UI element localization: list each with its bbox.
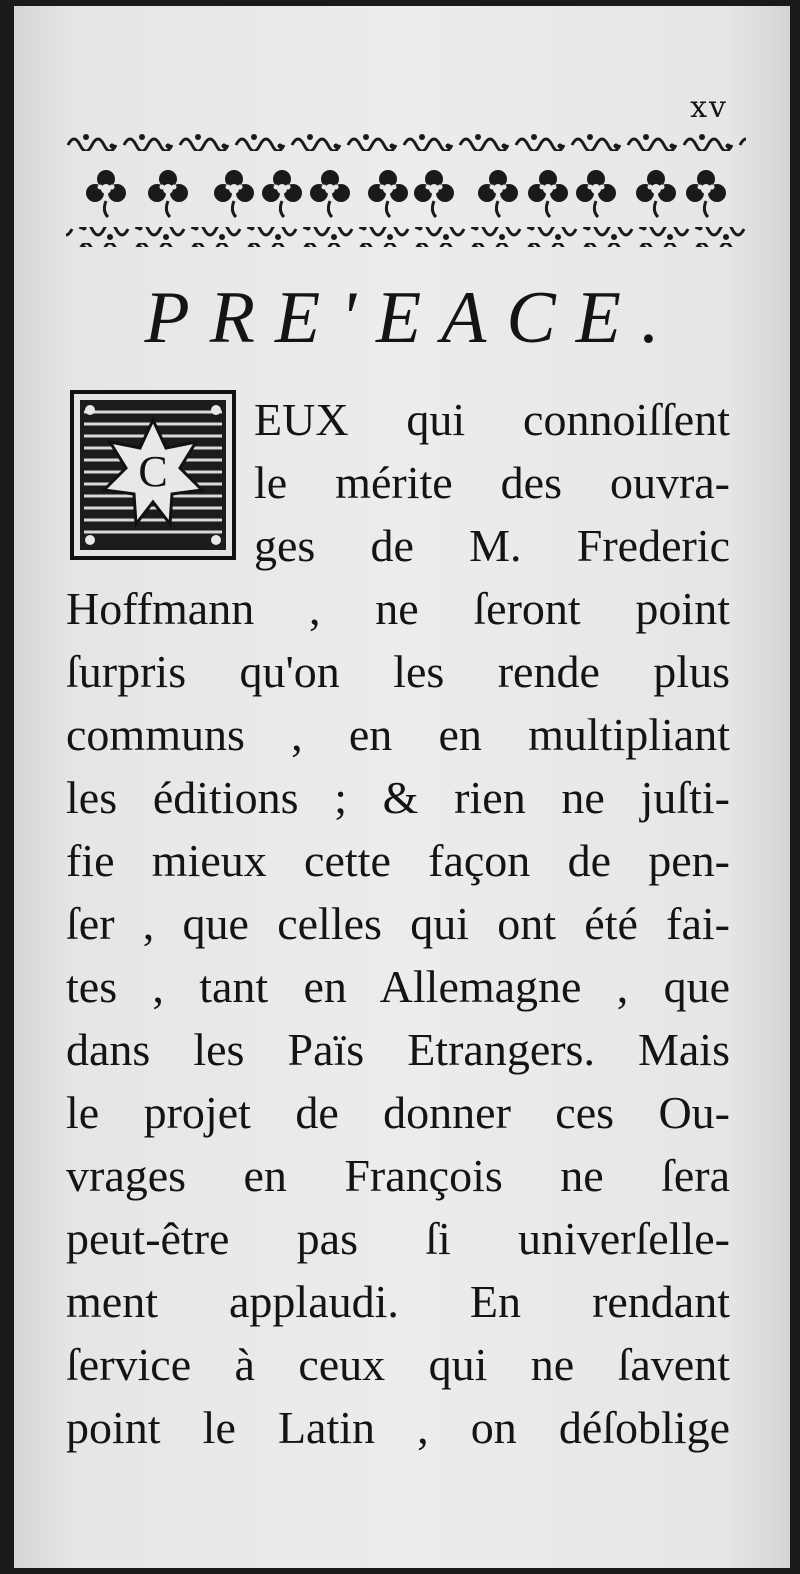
text-line: le mérite des ouvra- — [254, 457, 730, 508]
book-page — [14, 6, 790, 1568]
text-line: tes , tant en Allemagne , que — [66, 961, 730, 1012]
page-number: xv — [690, 90, 728, 125]
text-line: Hoffmann , ne ſeront point — [66, 583, 730, 634]
text-line: vrages en François ne ſera — [66, 1150, 730, 1201]
text-line: EUX qui connoiſſent — [254, 394, 730, 445]
text-line: fie mieux cette façon de pen- — [66, 835, 730, 886]
decorative-headpiece — [66, 131, 746, 249]
page-title: PRE'EACE. — [144, 277, 680, 359]
text-line: les éditions ; & rien ne juſti- — [66, 772, 730, 823]
text-line: dans les Païs Etrangers. Mais — [66, 1024, 730, 1075]
text-line: le projet de donner ces Ou- — [66, 1087, 730, 1138]
text-line: point le Latin , on déſoblige — [66, 1402, 730, 1453]
text-line: ſervice à ceux qui ne ſavent — [66, 1339, 730, 1390]
text-line: ſurpris qu'on les rende plus — [66, 646, 730, 697]
text-line: peut-être pas ſi univerſelle- — [66, 1213, 730, 1264]
decorated-drop-cap — [70, 390, 236, 560]
text-line: ment applaudi. En rendant — [66, 1276, 730, 1327]
text-line: ſer , que celles qui ont été fai- — [66, 898, 730, 949]
text-line: ges de M. Frederic — [254, 520, 730, 571]
drop-cap-letter: C — [138, 447, 168, 496]
text-line: communs , en en multipliant — [66, 709, 730, 760]
